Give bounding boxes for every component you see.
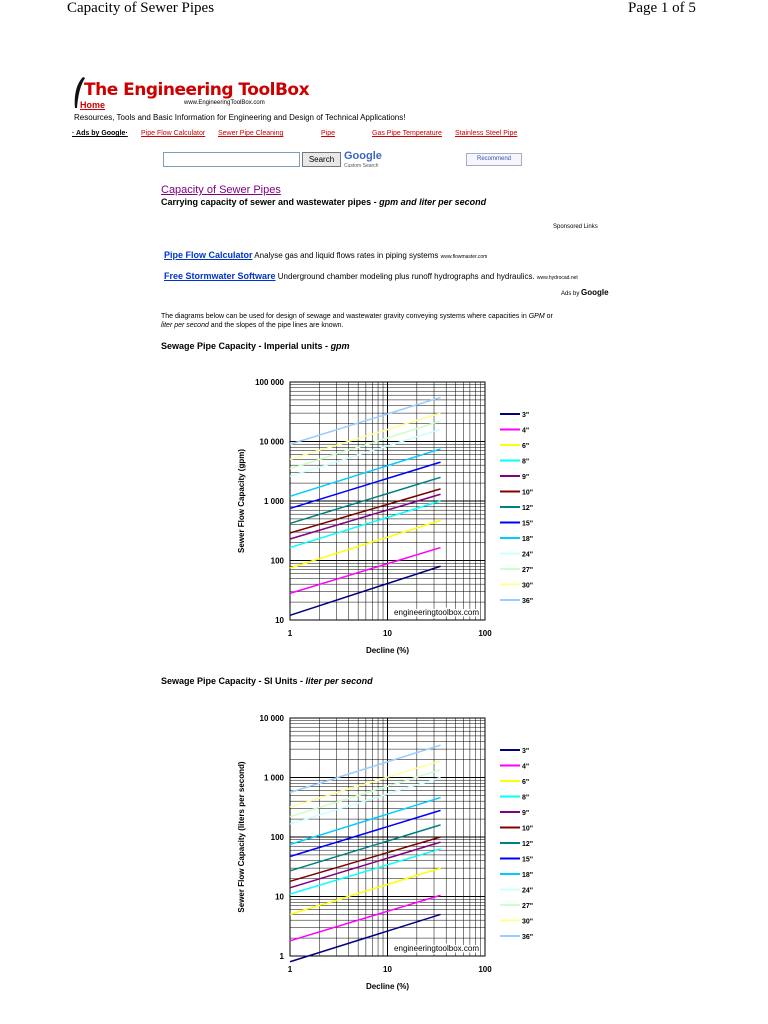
site-logo[interactable]: The Engineering ToolBox <box>84 80 310 100</box>
ad-text: Underground chamber modeling plus runoff hydrographs and hydraulics. <box>277 272 535 281</box>
y-tick-label: 100 <box>270 833 284 842</box>
series-line <box>290 548 441 594</box>
legend-label: 27" <box>522 567 534 574</box>
series-line <box>290 770 441 817</box>
ad-link-pipe[interactable]: Pipe <box>321 130 336 137</box>
ad-link-stainless-steel-pipe[interactable]: Stainless Steel Pipe <box>455 130 518 137</box>
site-url: www.EngineeringToolBox.com <box>184 100 265 106</box>
ad-text: Analyse gas and liquid flows rates in piping systems <box>254 251 439 260</box>
chart2-heading-text: Sewage Pipe Capacity - SI Units - <box>161 676 306 686</box>
subtitle-text: Carrying capacity of sewer and wastewater pipes - <box>161 197 380 207</box>
legend-label: 12" <box>522 841 534 848</box>
y-tick-label: 10 <box>275 616 284 625</box>
legend-label: 6" <box>522 443 530 450</box>
series-line <box>290 489 441 533</box>
y-tick-label: 100 <box>270 556 284 566</box>
article-title[interactable]: Capacity of Sewer Pipes <box>161 184 281 196</box>
y-axis-label: Sewer Flow Capacity (liters per second) <box>237 761 246 913</box>
legend-label: 8" <box>522 794 530 802</box>
intro-paragraph <box>161 312 611 330</box>
legend-label: 4" <box>522 763 530 771</box>
x-tick-label: 10 <box>383 629 392 638</box>
series-line <box>290 421 441 469</box>
legend-label: 18" <box>522 872 534 879</box>
site-tagline: Resources, Tools and Basic Information for Engineering and Design of Technical Applications! <box>74 113 406 122</box>
intro-text-2: or <box>544 313 553 320</box>
subtitle-units: gpm and liter per second <box>379 197 487 207</box>
ad-link-sewer-pipe-cleaning[interactable]: Sewer Pipe Cleaning <box>218 130 284 137</box>
legend-label: 8" <box>522 458 530 466</box>
series-line <box>290 745 441 792</box>
series-line <box>290 501 441 548</box>
legend-label: 24" <box>522 887 534 895</box>
ad-url: www.flowmaster.com <box>440 254 488 260</box>
chart1-heading-units: gpm <box>330 341 350 351</box>
legend-label: 36" <box>522 598 534 605</box>
document-title: Capacity of Sewer Pipes <box>67 0 215 16</box>
x-tick-label: 10 <box>383 965 392 974</box>
y-axis-label: Sewer Flow Capacity (gpm) <box>237 448 246 554</box>
ads-label-text: Ads by Google <box>76 130 126 137</box>
chart2-heading <box>161 676 373 686</box>
ad-title-pipe-flow-calculator[interactable]: Pipe Flow Calculator <box>164 250 253 260</box>
legend-label: 6" <box>522 779 530 786</box>
x-axis-label: Decline (%) <box>365 982 410 991</box>
legend-label: 9" <box>522 810 530 817</box>
series-line <box>290 849 441 894</box>
series-line <box>290 825 441 871</box>
legend-label: 9" <box>522 474 530 481</box>
legend-label: 36" <box>522 934 534 941</box>
intro-text-1: The diagrams below can be used for design of sewage and wastewater gravity conveying systems where capacities in <box>161 313 529 320</box>
ad-title-free-stormwater-software[interactable]: Free Stormwater Software <box>164 271 276 281</box>
sponsored-ad-1 <box>164 250 487 260</box>
legend-label: 3" <box>522 412 530 419</box>
x-tick-label: 100 <box>478 965 492 974</box>
x-axis-label: Decline (%) <box>365 646 410 655</box>
legend-label: 3" <box>522 748 530 755</box>
y-tick-label: 10 <box>275 892 284 902</box>
ads-by-text: Ads by <box>561 291 580 297</box>
legend-label: 10" <box>522 825 534 833</box>
ad-link-gas-pipe-temperature[interactable]: Gas Pipe Temperature <box>372 130 442 137</box>
y-tick-label: 1 000 <box>263 497 284 506</box>
chart-imperial-gpm <box>230 372 550 662</box>
google-logo: Google <box>344 150 382 162</box>
ads-by-google-label[interactable]: · Ads by Google· <box>72 130 128 137</box>
home-link[interactable]: Home <box>80 100 106 110</box>
legend-label: 27" <box>522 903 534 910</box>
sponsored-links-label: Sponsored Links <box>553 224 598 230</box>
article-subtitle <box>161 197 486 207</box>
y-tick-label: 100 000 <box>255 378 284 387</box>
chart-watermark: engineeringtoolbox.com <box>394 608 479 617</box>
legend-label: 10" <box>522 489 534 497</box>
chart-si-lps <box>230 708 550 998</box>
chart-watermark: engineeringtoolbox.com <box>394 944 479 953</box>
legend-label: 30" <box>522 582 534 590</box>
legend-label: 24" <box>522 551 534 559</box>
page-number: Page 1 of 5 <box>628 0 696 16</box>
search-button[interactable]: Search <box>302 152 341 167</box>
legend-label: 4" <box>522 427 530 435</box>
ad-link-pipe-flow-calculator[interactable]: Pipe Flow Calculator <box>141 130 206 137</box>
ads-by-google-footer[interactable] <box>561 288 609 297</box>
y-tick-label: 10 000 <box>259 714 284 723</box>
legend-label: 12" <box>522 505 534 512</box>
recommend-button[interactable]: Recommend <box>466 153 522 166</box>
legend-label: 18" <box>522 536 534 543</box>
intro-text-3: and the slopes of the pipe lines are known. <box>208 322 344 329</box>
intro-lps: liter per second <box>161 322 209 329</box>
legend-label: 30" <box>522 918 534 926</box>
ad-url: www.hydrocad.net <box>536 275 578 281</box>
search-input[interactable] <box>163 152 300 167</box>
chart1-heading <box>161 341 350 351</box>
sponsored-ad-2 <box>164 271 578 281</box>
intro-gpm: GPM <box>528 313 545 320</box>
x-tick-label: 100 <box>478 629 492 638</box>
y-tick-label: 10 000 <box>259 437 284 447</box>
custom-search-label: Custom Search <box>344 163 379 169</box>
y-tick-label: 1 <box>279 952 284 961</box>
x-tick-label: 1 <box>287 965 293 974</box>
x-tick-label: 1 <box>287 629 293 638</box>
legend-label: 15" <box>522 856 534 864</box>
chart2-heading-units: liter per second <box>305 676 373 686</box>
google-brand: Google <box>581 288 609 297</box>
legend-label: 15" <box>522 520 534 528</box>
chart1-heading-text: Sewage Pipe Capacity - Imperial units - <box>161 341 331 351</box>
y-tick-label: 1 000 <box>263 773 284 783</box>
